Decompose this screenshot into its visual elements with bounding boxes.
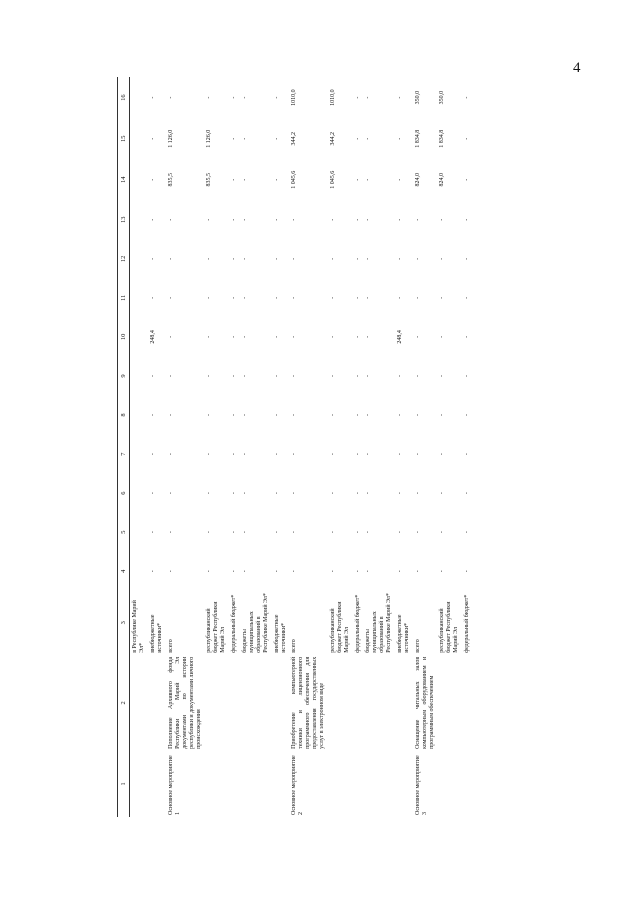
column-header-8: 8 bbox=[118, 395, 130, 434]
cell-value: - bbox=[242, 453, 249, 456]
cell-value: - bbox=[168, 335, 175, 338]
cell-value: - bbox=[273, 178, 280, 181]
cell-value: - bbox=[206, 453, 213, 456]
cell-value: - bbox=[365, 96, 372, 99]
cell-funding-source: республиканский бюджет Республики Марий Эл bbox=[206, 601, 227, 653]
cell-value: - bbox=[242, 178, 249, 181]
cell-funding-source: внебюджетные источники* bbox=[150, 614, 164, 653]
cell-value: - bbox=[464, 218, 471, 221]
cell-value: - bbox=[150, 257, 157, 260]
cell-value: - bbox=[354, 96, 361, 99]
cell-event bbox=[229, 751, 240, 817]
cell-value: - bbox=[206, 335, 213, 338]
cell-value: - bbox=[414, 414, 421, 417]
cell-value: - bbox=[206, 492, 213, 495]
cell-value bbox=[130, 317, 148, 356]
cell-value: - bbox=[206, 374, 213, 377]
cell-description bbox=[229, 655, 240, 751]
cell-value: - bbox=[329, 374, 336, 377]
rotated-table-container bbox=[117, 77, 522, 817]
cell-funding-source: всего bbox=[291, 639, 298, 653]
cell-value: - bbox=[354, 335, 361, 338]
column-header-14: 14 bbox=[118, 159, 130, 200]
cell-value: - bbox=[414, 257, 421, 260]
cell-value: - bbox=[231, 335, 238, 338]
cell-value: - bbox=[231, 492, 238, 495]
cell-event: Основное мероприятие 1 bbox=[168, 755, 181, 815]
table-row bbox=[148, 77, 166, 817]
cell-value: - bbox=[396, 570, 403, 573]
cell-value: - bbox=[168, 257, 175, 260]
cell-value: - bbox=[329, 414, 336, 417]
cell-value: - bbox=[206, 296, 213, 299]
cell-value: - bbox=[273, 96, 280, 99]
cell-event bbox=[148, 751, 166, 817]
cell-value: 835,5 bbox=[206, 172, 213, 187]
cell-value: 1 834,8 bbox=[414, 129, 421, 148]
table-row bbox=[240, 77, 272, 817]
cell-value: 350,0 bbox=[439, 90, 446, 105]
cell-value: - bbox=[150, 178, 157, 181]
cell-event bbox=[353, 751, 364, 817]
cell-value: - bbox=[291, 218, 298, 221]
cell-value: - bbox=[464, 374, 471, 377]
cell-value: - bbox=[273, 296, 280, 299]
budget-table bbox=[117, 77, 473, 817]
cell-value: - bbox=[273, 414, 280, 417]
cell-value: - bbox=[206, 531, 213, 534]
cell-value: - bbox=[396, 492, 403, 495]
cell-event: Основное мероприятие 2 bbox=[291, 755, 305, 815]
cell-value: - bbox=[439, 335, 446, 338]
cell-value bbox=[130, 200, 148, 239]
cell-value: - bbox=[291, 414, 298, 417]
cell-value: - bbox=[354, 296, 361, 299]
cell-value: - bbox=[354, 178, 361, 181]
cell-value: - bbox=[329, 218, 336, 221]
cell-value: - bbox=[273, 137, 280, 140]
cell-value: 350,0 bbox=[414, 90, 421, 105]
cell-value: - bbox=[231, 257, 238, 260]
cell-description: Оснащение читальных залов компьютерным оборудованием и программным обеспечением bbox=[414, 656, 435, 749]
cell-value: - bbox=[439, 374, 446, 377]
cell-value: - bbox=[150, 218, 157, 221]
cell-value: - bbox=[231, 218, 238, 221]
cell-description bbox=[437, 655, 462, 751]
cell-value: - bbox=[439, 218, 446, 221]
cell-value: - bbox=[354, 570, 361, 573]
cell-value: - bbox=[396, 137, 403, 140]
cell-value bbox=[130, 159, 148, 200]
cell-value: - bbox=[354, 492, 361, 495]
cell-value: - bbox=[464, 296, 471, 299]
table-row bbox=[272, 77, 290, 817]
cell-value: - bbox=[150, 492, 157, 495]
cell-funding-source: внебюджетные источники* bbox=[396, 614, 410, 653]
cell-value: - bbox=[414, 296, 421, 299]
cell-value: - bbox=[464, 96, 471, 99]
cell-value: - bbox=[150, 374, 157, 377]
cell-value: - bbox=[365, 137, 372, 140]
cell-description bbox=[272, 655, 290, 751]
cell-value: - bbox=[206, 218, 213, 221]
cell-value: - bbox=[439, 492, 446, 495]
column-header-11: 11 bbox=[118, 278, 130, 317]
cell-description bbox=[363, 655, 395, 751]
cell-funding-source: федеральный бюджет* bbox=[231, 594, 238, 653]
cell-value: - bbox=[464, 257, 471, 260]
cell-funding-source: республиканский бюджет Республики Марий Эл bbox=[329, 601, 350, 653]
cell-value: - bbox=[329, 570, 336, 573]
cell-value: - bbox=[242, 296, 249, 299]
cell-value: - bbox=[439, 296, 446, 299]
cell-value: - bbox=[242, 531, 249, 534]
cell-event bbox=[395, 751, 413, 817]
table-row bbox=[462, 77, 473, 817]
cell-event bbox=[363, 751, 395, 817]
cell-value: - bbox=[464, 178, 471, 181]
cell-value: - bbox=[365, 296, 372, 299]
cell-value: - bbox=[439, 453, 446, 456]
cell-value bbox=[130, 239, 148, 278]
cell-value: - bbox=[291, 257, 298, 260]
cell-value: 1010,0 bbox=[291, 89, 298, 106]
cell-value: 1 045,6 bbox=[329, 170, 336, 189]
cell-value: - bbox=[396, 257, 403, 260]
column-header-12: 12 bbox=[118, 239, 130, 278]
cell-funding-source: федеральный бюджет* bbox=[464, 594, 471, 653]
cell-event: Основное мероприятие 3 bbox=[414, 755, 428, 815]
cell-value: - bbox=[206, 257, 213, 260]
cell-description bbox=[148, 655, 166, 751]
cell-value: - bbox=[168, 96, 175, 99]
cell-funding-source: республиканский бюджет Республики Марий Эл bbox=[439, 601, 460, 653]
cell-value: - bbox=[464, 531, 471, 534]
cell-value bbox=[130, 513, 148, 552]
cell-value: - bbox=[242, 374, 249, 377]
cell-value: - bbox=[414, 492, 421, 495]
table-row bbox=[413, 77, 438, 817]
cell-value: - bbox=[231, 570, 238, 573]
cell-value: - bbox=[168, 218, 175, 221]
cell-value: - bbox=[396, 531, 403, 534]
cell-value bbox=[130, 395, 148, 434]
cell-value: - bbox=[329, 453, 336, 456]
cell-value: - bbox=[464, 570, 471, 573]
cell-description: Пополнение Архивного фонда Республики Марий Эл документами по истории республики и документами личного происхождения bbox=[168, 656, 202, 749]
cell-value: - bbox=[354, 414, 361, 417]
cell-value: - bbox=[231, 453, 238, 456]
cell-value: - bbox=[365, 257, 372, 260]
cell-value: 824,0 bbox=[414, 172, 421, 187]
column-header-7: 7 bbox=[118, 435, 130, 474]
cell-value: - bbox=[150, 137, 157, 140]
cell-value: - bbox=[464, 137, 471, 140]
cell-value: - bbox=[242, 335, 249, 338]
cell-value: - bbox=[396, 453, 403, 456]
cell-value: - bbox=[168, 570, 175, 573]
cell-description: Приобретение компьютерной техники и лицензионного программного обеспечения для предоставления государственных услуг в электронном виде bbox=[291, 656, 325, 749]
cell-value: - bbox=[231, 178, 238, 181]
cell-value bbox=[130, 77, 148, 118]
cell-value: - bbox=[354, 218, 361, 221]
cell-value bbox=[130, 356, 148, 395]
cell-value: - bbox=[414, 531, 421, 534]
cell-description bbox=[462, 655, 473, 751]
cell-value: - bbox=[242, 96, 249, 99]
cell-value: - bbox=[291, 335, 298, 338]
cell-event bbox=[130, 751, 148, 817]
cell-description bbox=[204, 655, 229, 751]
cell-value: - bbox=[365, 531, 372, 534]
cell-value: - bbox=[365, 414, 372, 417]
cell-value: - bbox=[464, 453, 471, 456]
cell-value: - bbox=[396, 414, 403, 417]
cell-funding-source: всего bbox=[414, 639, 421, 653]
table-row bbox=[353, 77, 364, 817]
cell-value bbox=[130, 278, 148, 317]
cell-value: - bbox=[242, 137, 249, 140]
cell-value: - bbox=[168, 453, 175, 456]
cell-value: - bbox=[273, 218, 280, 221]
cell-value: - bbox=[365, 374, 372, 377]
cell-value: - bbox=[291, 374, 298, 377]
cell-value: 835,5 bbox=[168, 172, 175, 187]
cell-value: - bbox=[464, 492, 471, 495]
cell-value: - bbox=[242, 414, 249, 417]
cell-value: - bbox=[354, 257, 361, 260]
page-number: 4 bbox=[573, 60, 581, 76]
column-header-1: 1 bbox=[118, 751, 130, 817]
cell-value: - bbox=[168, 414, 175, 417]
column-header-16: 16 bbox=[118, 77, 130, 118]
cell-value: - bbox=[329, 531, 336, 534]
cell-value: - bbox=[439, 531, 446, 534]
cell-description bbox=[328, 655, 353, 751]
column-header-6: 6 bbox=[118, 474, 130, 513]
cell-value: - bbox=[354, 374, 361, 377]
cell-value: - bbox=[365, 453, 372, 456]
table-row bbox=[328, 77, 353, 817]
cell-value: - bbox=[150, 531, 157, 534]
cell-value: - bbox=[231, 374, 238, 377]
cell-value: - bbox=[273, 531, 280, 534]
table-row bbox=[166, 77, 204, 817]
table-row bbox=[437, 77, 462, 817]
cell-value: - bbox=[396, 296, 403, 299]
cell-value: - bbox=[168, 492, 175, 495]
cell-value: - bbox=[273, 453, 280, 456]
cell-value: - bbox=[396, 178, 403, 181]
cell-value: - bbox=[231, 531, 238, 534]
cell-value: 248,4 bbox=[396, 330, 403, 344]
cell-value: - bbox=[329, 257, 336, 260]
cell-value: - bbox=[242, 570, 249, 573]
cell-value: 344,2 bbox=[329, 131, 336, 146]
cell-value: - bbox=[365, 492, 372, 495]
cell-value: - bbox=[168, 374, 175, 377]
cell-event bbox=[240, 751, 272, 817]
cell-value: - bbox=[414, 453, 421, 456]
column-header-13: 13 bbox=[118, 200, 130, 239]
table-header-row bbox=[118, 77, 130, 817]
table-row bbox=[204, 77, 229, 817]
cell-value bbox=[130, 435, 148, 474]
table-row bbox=[395, 77, 413, 817]
table-row bbox=[130, 77, 148, 817]
cell-description bbox=[130, 655, 148, 751]
cell-value: 1 834,8 bbox=[439, 129, 446, 148]
cell-value bbox=[130, 552, 148, 591]
cell-value: - bbox=[231, 296, 238, 299]
cell-value: - bbox=[365, 218, 372, 221]
cell-value: - bbox=[365, 335, 372, 338]
column-header-9: 9 bbox=[118, 356, 130, 395]
cell-value: - bbox=[439, 570, 446, 573]
cell-value: - bbox=[231, 414, 238, 417]
cell-value: - bbox=[273, 335, 280, 338]
cell-value: - bbox=[150, 296, 157, 299]
cell-value: - bbox=[150, 453, 157, 456]
cell-value: - bbox=[354, 453, 361, 456]
cell-description bbox=[353, 655, 364, 751]
cell-value: - bbox=[439, 414, 446, 417]
cell-value: - bbox=[439, 257, 446, 260]
cell-event bbox=[272, 751, 290, 817]
cell-value: - bbox=[231, 137, 238, 140]
cell-value bbox=[130, 118, 148, 159]
column-header-15: 15 bbox=[118, 118, 130, 159]
cell-value: - bbox=[242, 257, 249, 260]
cell-funding-source: бюджеты муниципальных образований в Республике Марий Эл* bbox=[242, 593, 269, 653]
table-row bbox=[363, 77, 395, 817]
cell-funding-source: в Республике Марий Эл* bbox=[132, 600, 146, 653]
cell-event bbox=[204, 751, 229, 817]
cell-value: - bbox=[273, 492, 280, 495]
column-header-5: 5 bbox=[118, 513, 130, 552]
cell-value: - bbox=[329, 335, 336, 338]
cell-value: - bbox=[231, 96, 238, 99]
cell-value: - bbox=[414, 374, 421, 377]
table-body bbox=[130, 77, 473, 817]
cell-value: - bbox=[206, 96, 213, 99]
cell-funding-source: внебюджетные источники* bbox=[273, 614, 287, 653]
cell-funding-source: всего bbox=[168, 639, 175, 653]
cell-value: 1 126,0 bbox=[168, 129, 175, 148]
table-row bbox=[229, 77, 240, 817]
cell-value: - bbox=[291, 570, 298, 573]
cell-value: - bbox=[291, 531, 298, 534]
column-header-4: 4 bbox=[118, 552, 130, 591]
cell-funding-source: федеральный бюджет* bbox=[354, 594, 361, 653]
cell-value: - bbox=[365, 178, 372, 181]
cell-value: - bbox=[414, 335, 421, 338]
cell-funding-source: бюджеты муниципальных образований в Республике Марий Эл* bbox=[365, 593, 393, 653]
cell-value: 1 126,0 bbox=[206, 129, 213, 148]
cell-value: - bbox=[329, 296, 336, 299]
cell-value: - bbox=[329, 492, 336, 495]
cell-event bbox=[437, 751, 462, 817]
cell-value: - bbox=[273, 570, 280, 573]
cell-value: - bbox=[273, 257, 280, 260]
cell-value: - bbox=[150, 414, 157, 417]
cell-value: - bbox=[206, 414, 213, 417]
cell-value: 1010,0 bbox=[329, 89, 336, 106]
cell-value: 248,4 bbox=[150, 330, 157, 344]
cell-value: - bbox=[414, 218, 421, 221]
cell-value: - bbox=[464, 414, 471, 417]
cell-value: - bbox=[396, 218, 403, 221]
cell-value: - bbox=[168, 531, 175, 534]
cell-event bbox=[462, 751, 473, 817]
cell-value: - bbox=[273, 374, 280, 377]
cell-value: - bbox=[414, 570, 421, 573]
cell-value bbox=[130, 474, 148, 513]
column-header-10: 10 bbox=[118, 317, 130, 356]
cell-value: - bbox=[291, 492, 298, 495]
cell-value: - bbox=[396, 96, 403, 99]
cell-value: 344,2 bbox=[291, 131, 298, 146]
cell-value: - bbox=[354, 531, 361, 534]
cell-value: - bbox=[291, 296, 298, 299]
cell-value: 824,0 bbox=[439, 172, 446, 187]
cell-value: - bbox=[291, 453, 298, 456]
cell-value: - bbox=[365, 570, 372, 573]
table-row bbox=[289, 77, 327, 817]
cell-event bbox=[328, 751, 353, 817]
cell-value: - bbox=[206, 570, 213, 573]
cell-value: - bbox=[150, 570, 157, 573]
cell-value: - bbox=[354, 137, 361, 140]
cell-value: - bbox=[464, 335, 471, 338]
cell-value: - bbox=[242, 218, 249, 221]
cell-description bbox=[395, 655, 413, 751]
cell-value: 1 045,6 bbox=[291, 170, 298, 189]
cell-value: - bbox=[168, 296, 175, 299]
cell-value: - bbox=[396, 374, 403, 377]
cell-description bbox=[240, 655, 272, 751]
column-header-2: 2 bbox=[118, 655, 130, 751]
cell-value: - bbox=[242, 492, 249, 495]
column-header-3: 3 bbox=[118, 591, 130, 655]
cell-value: - bbox=[150, 96, 157, 99]
